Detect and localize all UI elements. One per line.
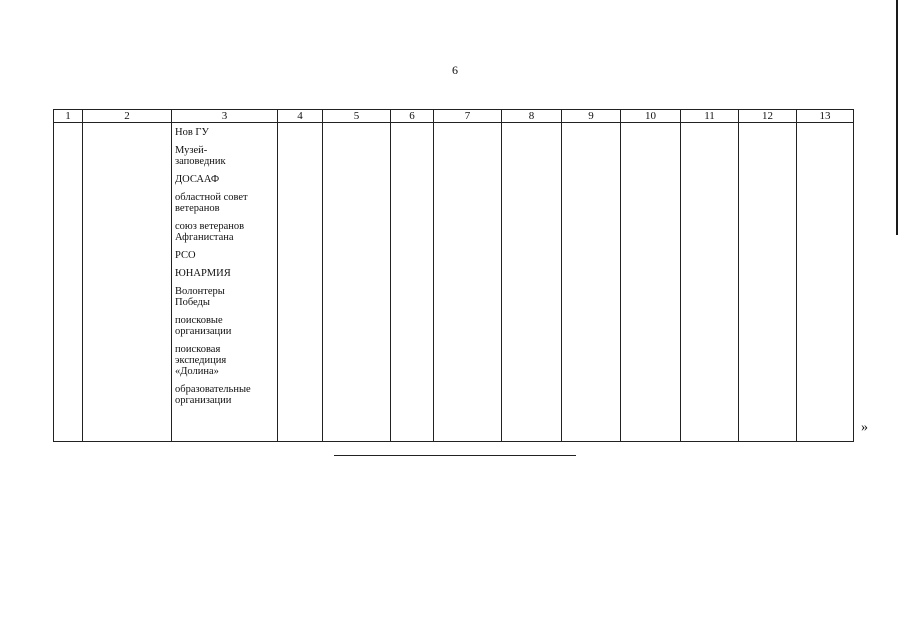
col-header-2: 2 [83,110,172,123]
col-header-5: 5 [323,110,391,123]
cell-col-3-organizations [172,123,278,442]
col-header-8: 8 [502,110,562,123]
col-header-4: 4 [278,110,323,123]
closing-quote: » [861,420,868,435]
org-dosaaf: ДОСААФ [175,174,220,185]
org-nov-gu: Нов ГУ [175,127,209,138]
col-header-6: 6 [391,110,434,123]
org-search-organizations: поисковые организации [175,315,232,337]
col-header-12: 12 [739,110,797,123]
page-edge-mark [896,0,898,235]
cell-col-2 [83,123,172,442]
col-header-7: 7 [434,110,502,123]
org-afghanistan-veterans-union: союз ветеранов Афганистана [175,221,245,243]
org-educational-organizations: образовательные организации [175,384,251,406]
cell-col-10 [621,123,681,442]
org-victory-volunteers: Волонтеры Победы [175,286,225,308]
cell-col-9 [562,123,621,442]
col-header-1: 1 [54,110,83,123]
cell-col-1 [54,123,83,442]
org-yunarmiya: ЮНАРМИЯ [175,268,231,279]
cell-col-7 [434,123,502,442]
main-table [53,109,854,442]
col-header-13: 13 [797,110,854,123]
org-regional-veterans-council: областной совет ветеранов [175,192,248,214]
footnote-separator-line [334,455,576,456]
org-rso: РСО [175,250,196,261]
cell-col-6 [391,123,434,442]
cell-col-12 [739,123,797,442]
cell-col-5 [323,123,391,442]
col-header-3: 3 [172,110,278,123]
cell-col-13 [797,123,854,442]
table-row [54,123,854,442]
col-header-9: 9 [562,110,621,123]
cell-col-4 [278,123,323,442]
header-row [54,110,854,123]
cell-col-11 [681,123,739,442]
org-dolina-expedition: поисковая экспедиция «Долина» [175,344,227,377]
org-museum-reserve: Музей- заповедник [175,145,226,167]
page-number: 6 [452,63,458,77]
col-header-10: 10 [621,110,681,123]
cell-col-8 [502,123,562,442]
col-header-11: 11 [681,110,739,123]
